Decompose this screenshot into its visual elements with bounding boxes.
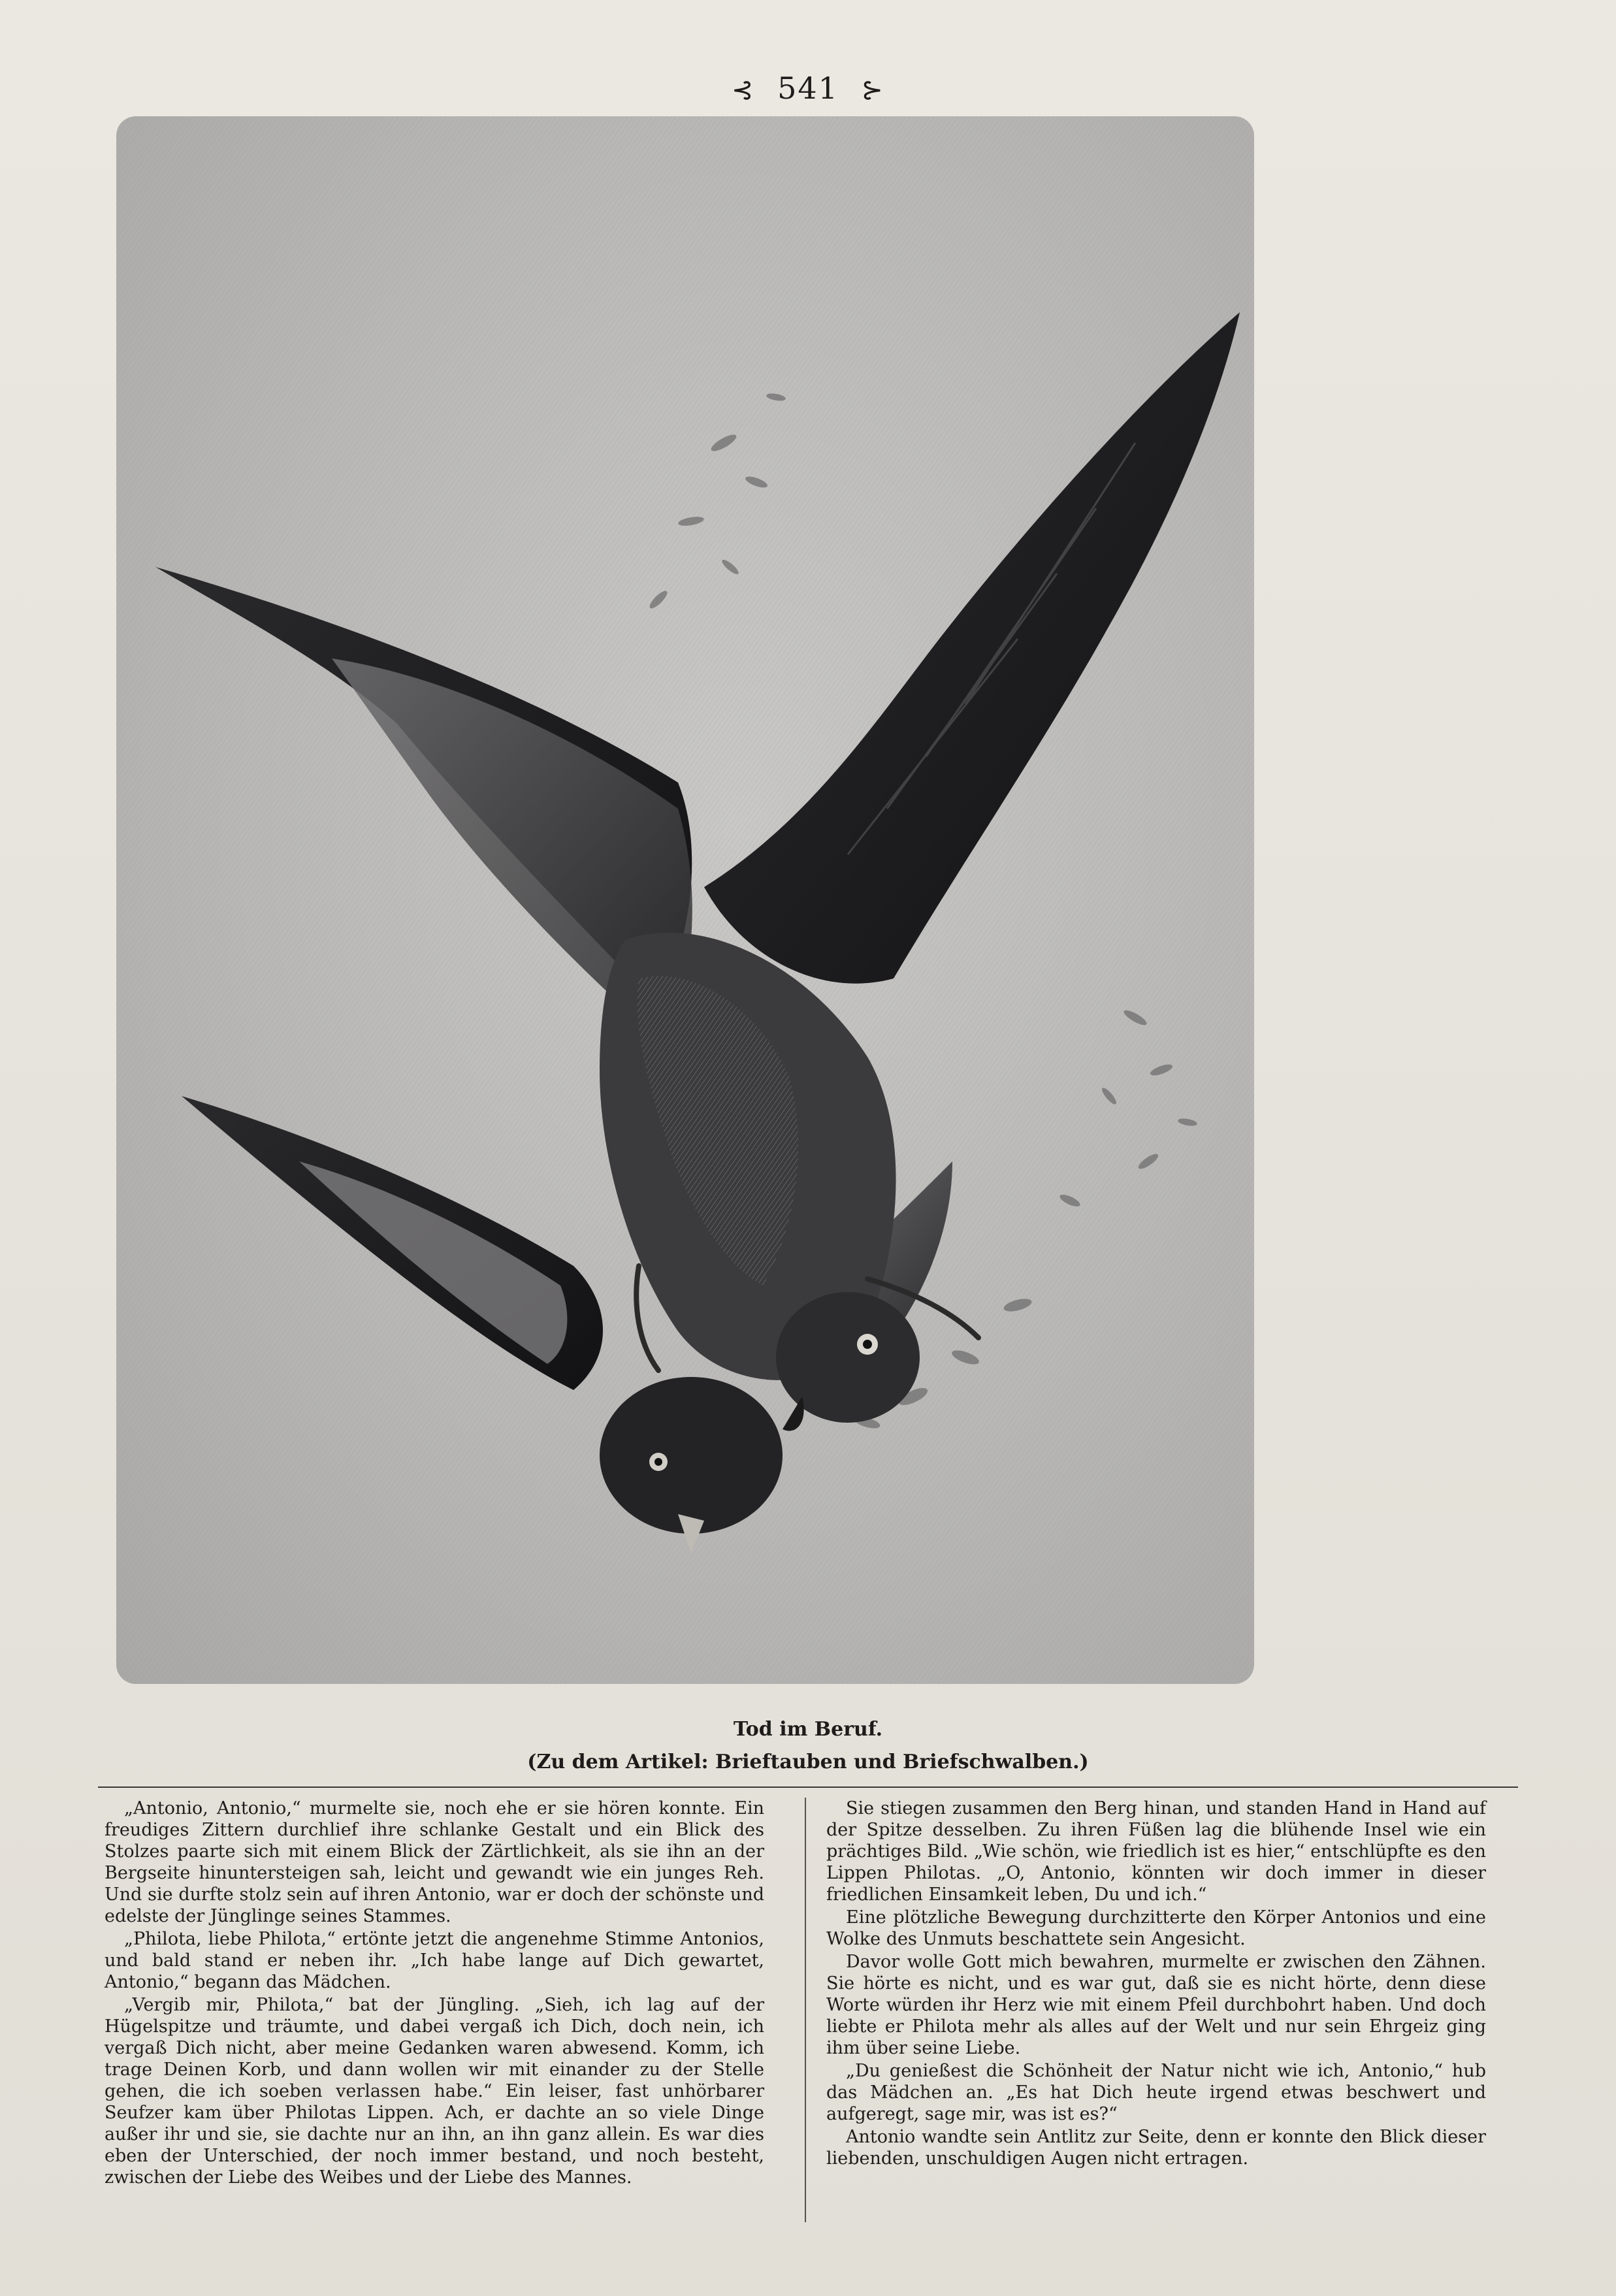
paragraph: „Antonio, Antonio,“ murmelte sie, noch ehe er sie hören konnte. Ein freudiges Zittern durchlief ihre schlanke Gestalt und ein Blick des Stolzes paarte sich mit einem Blick der Zärtlichkeit, als sie ihn an der Bergseite hinuntersteigen sah, leicht und gewandt wie ein junges Reh. Und sie durfte stolz sein auf ihren Antonio, war er doch der schönste und edelste der Jünglinge seines Stammes.: [105, 1798, 764, 1926]
paragraph: „Philota, liebe Philota,“ ertönte jetzt die angenehme Stimme Antonios, und bald stand er neben ihr. „Ich habe lange auf Dich gewartet, Antonio,“ begann das Mädchen.: [105, 1929, 764, 1992]
paragraph: Sie stiegen zusammen den Berg hinan, und standen Hand in Hand auf der Spitze desselben. Zu ihren Füßen lag die blühende Insel wie ein prächtiges Bild. „Wie schön, wie friedlich ist es hier,“ entschlüpfte es den Lippen Philotas. „O, Antonio, könnten wir doch immer in dieser friedlichen Einsamkeit leben, Du und ich.“: [826, 1798, 1486, 1905]
ornament-left-icon: ⊰: [731, 75, 755, 105]
engraving-illustration: [116, 116, 1254, 1684]
paragraph: Davor wolle Gott mich bewahren, murmelte er zwischen den Zähnen. Sie hörte es nicht, und es war gut, daß sie es nicht hörte, denn diese Worte würden ihr Herz wie mit einem Pfeil durchbohrt haben. Und doch liebte er Philota mehr als alles auf der Welt und nur sein Ehrgeiz ging ihm über seine Liebe.: [826, 1952, 1486, 2058]
bird-of-prey-attacking-pigeon-icon: [116, 116, 1254, 1684]
text-column-left: [105, 1798, 764, 2190]
paragraph: Antonio wandte sein Antlitz zur Seite, denn er konnte den Blick dieser liebenden, unschuldigen Augen nicht ertragen.: [826, 2127, 1486, 2169]
paragraph: Eine plötzliche Bewegung durchzitterte den Körper Antonios und eine Wolke des Unmuts beschattete sein Angesicht.: [826, 1907, 1486, 1949]
paragraph: „Vergib mir, Philota,“ bat der Jüngling. „Sieh, ich lag auf der Hügelspitze und träumte, und dabei vergaß ich Dich, doch nein, ich vergaß Dich nicht, aber meine Gedanken waren abwesend. Komm, ich trage Deinen Korb, und dann wollen wir mit einander zu der Stelle gehen, die ich soeben verlassen habe.“ Ein leiser, fast unhörbarer Seufzer kam über Philotas Lippen. Ach, er dachte an so viele Dinge außer ihr und sie, sie dachte nur an ihn, an ihn ganz allein. Es war dies eben der Unterschied, der noch immer bestand, und noch besteht, zwischen der Liebe des Weibes und der Liebe des Mannes.: [105, 1995, 764, 2188]
divider-rule: [98, 1787, 1518, 1788]
page-number: 541: [777, 71, 839, 106]
text-column-right: [826, 1798, 1486, 2171]
column-divider: [805, 1798, 806, 2222]
illustration-caption-subtitle: (Zu dem Artikel: Brieftauben und Briefschwalben.): [527, 1751, 1089, 1773]
paragraph: „Du genießest die Schönheit der Natur nicht wie ich, Antonio,“ hub das Mädchen an. „Es hat Dich heute irgend etwas beschwert und aufgeregt, sage mir, was ist es?“: [826, 2061, 1486, 2124]
illustration-caption-title: Tod im Beruf.: [733, 1718, 883, 1741]
ornament-right-icon: ⊱: [861, 75, 885, 105]
page-number-header: [0, 71, 1616, 106]
